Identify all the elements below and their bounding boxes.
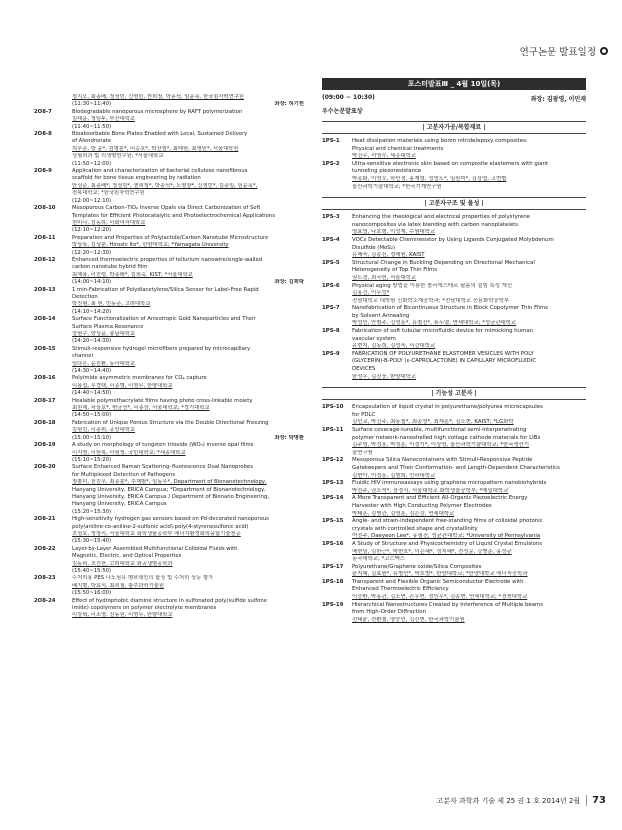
paper-number: 2O8-22 xyxy=(34,545,56,552)
oral-entry xyxy=(34,205,304,235)
paper-details xyxy=(72,168,304,205)
paper-line: Bioabsorbable Bone Plates Enabled with Local, Sustained Delivery xyxy=(72,131,248,138)
paper-line: nanocomposites via latex blending with carbon nanoplatelets xyxy=(352,221,519,228)
oral-session-column xyxy=(34,94,304,620)
paper-line: (12:20~12:30) xyxy=(72,249,112,256)
paper-details xyxy=(72,205,304,235)
paper-line: channel xyxy=(72,353,93,360)
poster-details xyxy=(352,579,586,602)
poster-entry xyxy=(322,457,586,480)
poster-details xyxy=(352,541,586,564)
paper-number: 2O8-7 xyxy=(34,108,52,115)
paper-line: (15:10~15:20) xyxy=(72,456,112,463)
poster-entry xyxy=(322,427,586,457)
paper-authors: 김홍건, 이무성* xyxy=(352,290,390,297)
paper-line: Application and characterization of bacterial cellulose nanofibrous xyxy=(72,168,248,175)
paper-line: poly(aniline-co-aniline-2-sulfonic acid):poly(4-styrenesulfonic acid) xyxy=(72,523,249,530)
oral-entry xyxy=(34,464,304,516)
paper-authors: 배지명, 박효식, 최희철, 광주과학기술원 xyxy=(72,582,164,589)
paper-details xyxy=(72,575,304,597)
paper-authors: 안성준, 최종배*, 정성민*, 권희정*, 박종석*, 노영창*, 신영민*, 김종일, 임윤묵*, xyxy=(72,182,258,189)
poster-entry xyxy=(322,602,586,625)
oral-entry xyxy=(34,397,304,420)
paper-line: Gatekeepers and Their Conformation- and Length-Dependent Characteristics xyxy=(352,464,560,471)
poster-details xyxy=(352,328,586,351)
time-slot: (14:00~14:10) xyxy=(72,279,112,286)
poster-session-title: 포스터발표Ⅲ _ 4월 10일(목) xyxy=(322,78,586,90)
page-number: 73 xyxy=(586,795,606,806)
paper-line: Mesoporous Carbon–TiO₂ Inverse Opals via Direct Carbonization of Soft xyxy=(72,205,261,212)
time-slot: (15:00~15:10) xyxy=(72,434,112,441)
poster-entry xyxy=(322,283,586,306)
paper-line: Effect of hydrophobic diamine structure in sulfonated poly(sulfide sulfone xyxy=(72,597,268,604)
paper-details xyxy=(72,131,304,168)
poster-session-column xyxy=(322,78,586,624)
paper-line: Physical and chemical treatments xyxy=(352,145,444,152)
poster-time-row xyxy=(322,94,586,103)
time-chair-row xyxy=(72,435,304,442)
paper-line: Structural Change in Buckling Depending on Directional Mechanical xyxy=(352,259,535,266)
paper-authors: 박종화, 이영오, 하민정, 홍재령, 정영도*, 임원미*, 김상엽, 고현협 xyxy=(352,175,507,182)
time-chair-row xyxy=(72,101,304,108)
paper-line: (11:40~11:50) xyxy=(72,123,112,130)
oral-entry xyxy=(34,419,304,442)
poster-entry xyxy=(322,480,586,495)
poster-award: 우수논문발표상 xyxy=(322,108,363,115)
paper-line: 전남대학교 대학원 신화학소재공학과; *전남대학교 응용화학공학부 xyxy=(352,297,510,304)
paper-line: from High-Order Diffraction xyxy=(352,609,426,616)
paper-details xyxy=(72,346,304,376)
paper-line: Transparent and Flexible Organic Semiconductor Electrode with xyxy=(352,578,524,585)
poster-details xyxy=(352,138,586,161)
poster-details xyxy=(352,351,586,381)
paper-authors: 허우준, 방 윤*, 김명훈*, 이승호*, 박찬권*, 최태현, 최영빈*, 서울대학원 xyxy=(72,145,239,152)
paper-line: 울산과학기술대학교; *한국기계연구원 xyxy=(352,183,442,190)
paper-number: 2O8-12 xyxy=(34,256,56,263)
oral-entry xyxy=(34,131,304,168)
paper-line: by Solvent Annealing xyxy=(352,312,410,319)
poster-number: 1PS-15 xyxy=(322,518,344,525)
paper-line: vascular system xyxy=(352,335,396,342)
paper-line: Hanyang University, ERICA Campus xyxy=(72,501,167,508)
paper-authors: 정홍미, 전진우, 최종훈*, 주재범*, 임동우*, Department of Bionanotechnology, xyxy=(72,479,267,486)
poster-number: 1PS-14 xyxy=(322,495,344,502)
poster-details xyxy=(352,161,586,191)
paper-number: 2O8-16 xyxy=(34,375,56,382)
paper-authors: 박상록, 김성훈, Hiroshi Ito*, 한양대학교; *Yamagata University xyxy=(72,242,229,249)
paper-authors: 박선주, 권오석*, 장정식, 서울대학교 화학생물공학부; *예일대학교 xyxy=(352,487,509,494)
paper-authors: 박태훈, 김병관, 김영훈, 김은강, 연세대학교 xyxy=(352,510,455,517)
paper-authors: 김주영, 박정훈, 박정훈, 이정기*, 이상영, 울산과학기술대학교; *한국생산기 xyxy=(352,442,530,449)
poster-number: 1PS-17 xyxy=(322,563,344,570)
oral-entry xyxy=(34,442,304,464)
poster-number: 1PS-10 xyxy=(322,404,344,411)
poster-details xyxy=(352,237,586,260)
paper-number: 2O8-15 xyxy=(34,345,56,352)
paper-number: 2O8-24 xyxy=(34,597,56,604)
paper-line: (12:00~12:10) xyxy=(72,197,112,204)
paper-details xyxy=(72,398,304,420)
paper-line: (14:10~14:20) xyxy=(72,308,112,315)
poster-entry xyxy=(322,260,586,283)
paper-number: 2O8-23 xyxy=(34,575,56,582)
paper-line: Enhanced Thermoelectric Efficiency xyxy=(352,586,449,593)
paper-line: Fabrication of soft tubular microfluidic device for mimicking human xyxy=(352,328,534,335)
oral-entry xyxy=(34,597,304,620)
paper-authors: 예현님, 김한근*, 박현호*, 이은혜*, 정지혜*, 전성문, 강병준, 홍성규 xyxy=(352,548,512,555)
poster-number: 1PS-9 xyxy=(322,350,340,357)
paper-details xyxy=(72,442,304,464)
chair-label: 좌장: 박명환 xyxy=(274,434,304,441)
poster-number: 1PS-6 xyxy=(322,282,340,289)
paper-authors: 김민교, 박건주, 최동철*, 최종영*, 최재훈*, 김도현, KAIST; *LG화학 xyxy=(352,419,514,426)
paper-line: (14:30~14:40) xyxy=(72,368,112,375)
paper-authors: 이승환, 박홍관, 김소연, 손우현, 정민우*, 김종현, 연세대학교; *경북대학교 xyxy=(352,594,528,601)
paper-line: scaffold for bone tissue engineering by radiation xyxy=(72,175,201,182)
paper-authors: 조성호, 정정식, 서울대학교 화학생물공학부 에너지환경화학융합기술전공 xyxy=(72,530,241,537)
paper-line: 동국대학교; *코스맥스 xyxy=(352,556,406,563)
paper-details xyxy=(72,598,304,620)
paper-authors: 유해욱, 김종신, 정해원, KAIST xyxy=(352,252,425,259)
poster-entry xyxy=(322,138,586,161)
paper-authors: 전미나, 김동하, 이화여자대학교 xyxy=(72,219,146,226)
paper-line: 수처리용 PES 나노섬유 멤브레인의 합성 및 수처리 성능 평가 xyxy=(72,575,214,582)
paper-number: 2O8-11 xyxy=(34,234,56,241)
poster-number: 1PS-5 xyxy=(322,259,340,266)
poster-number: 1PS-19 xyxy=(322,601,344,608)
header-title: 연구논문 발표일정 xyxy=(519,47,596,58)
paper-line: Polyurethane/Graphene oxide/Silica Composites xyxy=(352,563,482,570)
oral-entry xyxy=(34,545,304,576)
paper-line: 전북대학교; *한국원자력연구원 xyxy=(72,190,145,197)
paper-authors: 정지오, 최종배, 정성민, 신영민, 권희정, 박종석, 임윤묵, 한국원자력연구원 xyxy=(72,94,244,100)
paper-line: (14:50~15:00) xyxy=(72,412,112,419)
paper-authors: 최원재, 차상호*, 변금선*, 이종찬, 서울대학교; *경기대학교 xyxy=(72,405,210,412)
poster-details xyxy=(352,602,586,625)
paper-line: Surface Functionalization of Anisotropic Gold Nanoparticles and Their xyxy=(72,316,256,323)
poster-details xyxy=(352,427,586,457)
paper-line: (14:20~14:30) xyxy=(72,338,112,345)
paper-line: Heterogeneity of Top Thin Films xyxy=(352,267,438,274)
poster-details xyxy=(352,480,586,495)
paper-line: polymer network-nanoshelled high voltage cathode materials for LIBs xyxy=(352,434,541,441)
paper-line: A study on morphology of tungsten trioxide (WO₃) inverse opal films xyxy=(72,442,254,449)
paper-line: Polyimide asymmetric membranes for CO₂ capture xyxy=(72,375,207,382)
paper-line: (11:50~12:00) xyxy=(72,160,112,167)
paper-line: Enhancing the rheological and electrical properties of polystyrene xyxy=(352,214,530,221)
poster-number: 1PS-2 xyxy=(322,160,340,167)
paper-line: Detection xyxy=(72,293,98,300)
paper-line: Enhanced thermoelectric properties of tellurium nanowire/single-walled xyxy=(72,256,263,263)
paper-authors: 윤지혜, 김효원*, 유병민*, 박호범*, 한양대학교; *한양대학교 에너지공학과 xyxy=(352,571,528,578)
paper-line: Angle- and strain-independent free-standing films of colloidal photonic xyxy=(352,518,543,525)
paper-line: Preparation and Properties of Polylactide/Carbon Nanotube Microstructure xyxy=(72,234,269,241)
oral-entry xyxy=(34,375,304,397)
oral-entry xyxy=(34,108,304,131)
paper-line: DEVICES xyxy=(352,366,376,373)
paper-line: for Multiplexed Detection of Pathogens xyxy=(72,471,176,478)
paper-line: A More Transparent and Efficient All-Organic Piezoelectric Energy xyxy=(352,495,528,502)
paper-line: 술연구원 xyxy=(352,449,373,456)
paper-number: 2O8-21 xyxy=(34,516,56,523)
paper-details xyxy=(72,546,304,576)
poster-number: 1PS-1 xyxy=(322,138,340,144)
paper-line: Healable polymethacrylate films having photo cross-linkable moiety xyxy=(72,397,253,404)
paper-line: Templates for Efficient Photocatalytic and Photoelectrochemical Applications xyxy=(72,212,276,219)
oral-entry xyxy=(34,345,304,376)
poster-entry xyxy=(322,305,586,328)
oral-entry xyxy=(34,316,304,346)
paper-details xyxy=(72,375,304,397)
poster-details xyxy=(352,305,586,328)
poster-number: 1PS-4 xyxy=(322,236,340,243)
paper-line: for PDLC xyxy=(352,411,376,418)
paper-line: Fluidic HIV immunoassays using graphene micropattern nanobiohybrids xyxy=(352,480,547,487)
paper-line: Surface coverage-tunable, multifunctional semi-interpenetrating xyxy=(352,427,527,433)
paper-authors: 유현지, 김동희, 김성욱, 서강대학교 xyxy=(352,343,436,350)
paper-line: (15:20~15:30) xyxy=(72,508,112,515)
poster-details xyxy=(352,518,586,541)
poster-details xyxy=(352,404,586,427)
paper-details xyxy=(72,287,304,317)
paper-authors: 김현아, 이정훈, 김형희, 인하대학교 xyxy=(352,472,436,479)
paper-line: Mesoporous Silica Nanocontainers with Stimuli-Responsive Peptide xyxy=(352,457,533,464)
paper-details xyxy=(72,94,304,109)
paper-number: 2O8-19 xyxy=(34,442,56,449)
paper-line: Surface Enhanced Raman Scattering–fluorescence Dual Nanoprobes xyxy=(72,464,254,471)
poster-details xyxy=(352,457,586,480)
oral-entry xyxy=(34,286,304,317)
poster-entry xyxy=(322,579,586,602)
paper-line: FABRICATION OF POLYURETHANE ELASTOMER VESICLES WITH POLY xyxy=(352,350,534,357)
paper-line: (15:50~16:00) xyxy=(72,590,112,597)
paper-line: Layer-by-Layer Assembled Multifunctional Colloidal Fluids with xyxy=(72,545,238,552)
poster-details xyxy=(352,214,586,237)
paper-line: Ultra-sensitive electronic skin based on composite elastomers with giant xyxy=(352,160,549,167)
paper-number: 2O8-14 xyxy=(34,316,56,323)
paper-number: 2O8-9 xyxy=(34,168,52,175)
poster-number: 1PS-7 xyxy=(322,305,340,312)
page-footer xyxy=(437,795,606,806)
poster-number: 1PS-12 xyxy=(322,457,344,464)
paper-number: 2O8-13 xyxy=(34,286,56,293)
paper-authors: 이지영, 이현복, 이현정, 국민대학교; *세종대학교 xyxy=(72,449,186,456)
page-header xyxy=(520,44,608,58)
poster-time: (09:00 ~ 10:30) xyxy=(322,94,375,101)
poster-details xyxy=(352,564,586,579)
paper-line: VOCs Detectable Chemiresistor by Using Ligands Conjugated Molybdenum xyxy=(352,236,554,243)
poster-details xyxy=(352,260,586,283)
poster-entry xyxy=(322,518,586,541)
section-header: | 고분자구조 및 물성 | xyxy=(322,197,586,210)
poster-entry xyxy=(322,328,586,351)
paper-number: 2O8-10 xyxy=(34,205,56,212)
paper-authors: 이용섭, 우경택, 이종명, 이영무, 한양대학교 xyxy=(72,382,173,389)
paper-authors: 여선주, Daeyeon Lee*, 유필진, 성균관대학교; *University of Pennsylvania xyxy=(352,533,541,540)
paper-authors: 김동희, 조진한, 고려대학교 화공생명공학과 xyxy=(72,560,173,567)
paper-details xyxy=(72,316,304,346)
paper-number: 2O8-17 xyxy=(34,397,56,404)
time-slot: (11:30~11:40) xyxy=(72,101,112,108)
paper-authors: 박진형, 최 현, 민동준, 고려대학교 xyxy=(72,301,151,308)
paper-line: High-sensitivity hydrogen gas sensors based on Pd-decorated nanoporous xyxy=(72,516,269,523)
poster-number: 1PS-11 xyxy=(322,427,344,433)
poster-details xyxy=(352,283,586,306)
paper-authors: 최재용, 이진령, 박종래*, 김희숙, KIST; *서울대학교 xyxy=(72,271,193,278)
poster-chair: 좌장: 김광영, 이민재 xyxy=(530,96,586,103)
paper-authors: 박건우, 서영수, 세종대학교 xyxy=(352,153,417,160)
poster-number: 1PS-18 xyxy=(322,578,344,585)
paper-authors: 강현구, 양성윤, 충남대학교 xyxy=(72,331,136,337)
paper-line: (12:10~12:20) xyxy=(72,227,112,234)
poster-entry xyxy=(322,237,586,260)
poster-entry xyxy=(322,214,586,237)
time-chair-row xyxy=(72,279,304,286)
paper-line: Hierarchical Nanostructures Created by Interference of Multiple beams xyxy=(352,601,544,608)
paper-line: 1 min-Fabrication of Polydiacetylene/Silica Sensor for Label-Free Rapid xyxy=(72,286,259,293)
paper-authors: 이강혁, 이소영, 신동원, 이영무, 한양대학교 xyxy=(72,612,173,619)
paper-line: Physical aging 방법을 이용한 폴리에스테르 필름의 겉힘 특성 개선 xyxy=(352,282,513,289)
poster-number: 1PS-13 xyxy=(322,480,344,487)
poster-entry xyxy=(322,351,586,381)
oral-entry xyxy=(34,575,304,597)
paper-line: A Study of Structure and Physicochemistry of Liquid Crystal Emulsions xyxy=(352,540,543,547)
poster-number: 1PS-16 xyxy=(322,540,344,547)
chair-label: 좌장: 허기헌 xyxy=(274,101,304,108)
paper-details xyxy=(72,109,304,131)
paper-line: of Alendronate xyxy=(72,138,112,145)
paper-line: carbon nanotube hybrid film xyxy=(72,264,148,271)
paper-number: 2O8-8 xyxy=(34,131,52,138)
poster-number: 1PS-8 xyxy=(322,328,340,335)
paper-details xyxy=(72,420,304,442)
section-header: | 고분자가공/복합재료 | xyxy=(322,121,586,134)
paper-line: Hanyang University, ERICA Campus; *Department of Bionanotechnology, xyxy=(72,486,266,493)
paper-details xyxy=(72,516,304,546)
paper-authors: 김태윤, 정임두, 부산대학교 xyxy=(72,116,136,123)
circle-bullet-icon xyxy=(600,47,608,55)
paper-line: Harvester with High Conducting Polymer Electrodes xyxy=(352,502,492,509)
paper-line: 성형외과 및 의생명연구원; *서울대학교 xyxy=(72,153,164,160)
oral-entry xyxy=(72,94,304,109)
paper-line: imide) copolymers on polymer electrolyte membranes xyxy=(72,605,217,612)
paper-authors: 한성우, 김진웅, 한양대학교 xyxy=(352,373,417,380)
paper-line: Surface Plasma Resonance xyxy=(72,323,144,330)
paper-details xyxy=(72,464,304,516)
poster-entry xyxy=(322,404,586,427)
poster-entry xyxy=(322,564,586,579)
paper-authors: 전태윤, 전환철, 양승민, 김신현, 한국과학기술원 xyxy=(352,616,465,623)
paper-line: tunneling piezoresistance xyxy=(352,168,422,175)
paper-line: Nanofabrication of Bicontinuous Structure in Block Copolymer Thin Films xyxy=(352,305,548,312)
paper-authors: 권도경, 최국헌, 서울대학교 xyxy=(352,274,417,281)
paper-line: (14:40~14:50) xyxy=(72,390,112,397)
paper-line: Hanyang University, ERICA Campus / Department of Bionano Engineering, xyxy=(72,493,270,500)
paper-line: (15:40~15:50) xyxy=(72,568,112,574)
poster-details xyxy=(352,495,586,518)
poster-sections xyxy=(322,121,586,624)
oral-entry xyxy=(34,168,304,205)
oral-entry xyxy=(34,234,304,257)
paper-number: 2O8-20 xyxy=(34,464,56,471)
paper-number: 2O8-18 xyxy=(34,419,56,426)
paper-line: Stimuli-responsive hydrogel microfibers prepared by microcapillary xyxy=(72,345,251,352)
paper-authors: 명효영, 나호형, 이성재, 수원대학교 xyxy=(352,229,436,236)
paper-line: (GLYCERIN)-B-POLY (ε-CAPROLACTONE) IN CAPILLARY MICROFLUIDIC xyxy=(352,358,537,365)
chair-label: 좌장: 김희탁 xyxy=(274,279,304,286)
paper-details xyxy=(72,257,304,287)
poster-entry xyxy=(322,541,586,564)
paper-authors: 임다은, 윤진환, 동아대학교 xyxy=(72,360,136,367)
section-header: | 기능성 고분자 | xyxy=(322,387,586,400)
poster-number: 1PS-3 xyxy=(322,214,340,221)
paper-authors: 김현진, 이종휘, 중앙대학교 xyxy=(72,427,136,434)
paper-line: crystals with controlled shape and crystallinity xyxy=(352,525,478,532)
paper-details xyxy=(72,235,304,257)
paper-line: Heat dissipation materials using boron nitride/epoxy composites: xyxy=(352,138,528,144)
paper-line: Encapsulation of liquid crystal in polyurethane/polyurea microcapsules xyxy=(352,404,543,411)
paper-authors: 박성민, 안형주, 김영훈*, 유철진*, 류두열, 연세대학교; *성균관대학교 xyxy=(352,320,517,327)
paper-line: Biodegradable nanoporous microsphere by RAFT polymerization xyxy=(72,108,243,115)
poster-entry xyxy=(322,495,586,518)
oral-entry xyxy=(34,516,304,546)
poster-entry xyxy=(322,161,586,191)
paper-line: (15:30~15:40) xyxy=(72,538,112,545)
paper-line: Fabrication of Unique Porous Structure via the Double Directional Freezing xyxy=(72,419,269,426)
oral-entry xyxy=(34,256,304,287)
paper-line: Disulfide (MoS₂) xyxy=(352,244,395,251)
journal-info: 고분자 과학과 기술 제 25 권 1 호 2014년 2월 xyxy=(436,796,581,805)
paper-line: Magnetic, Electric, and Optical Properties xyxy=(72,553,182,560)
